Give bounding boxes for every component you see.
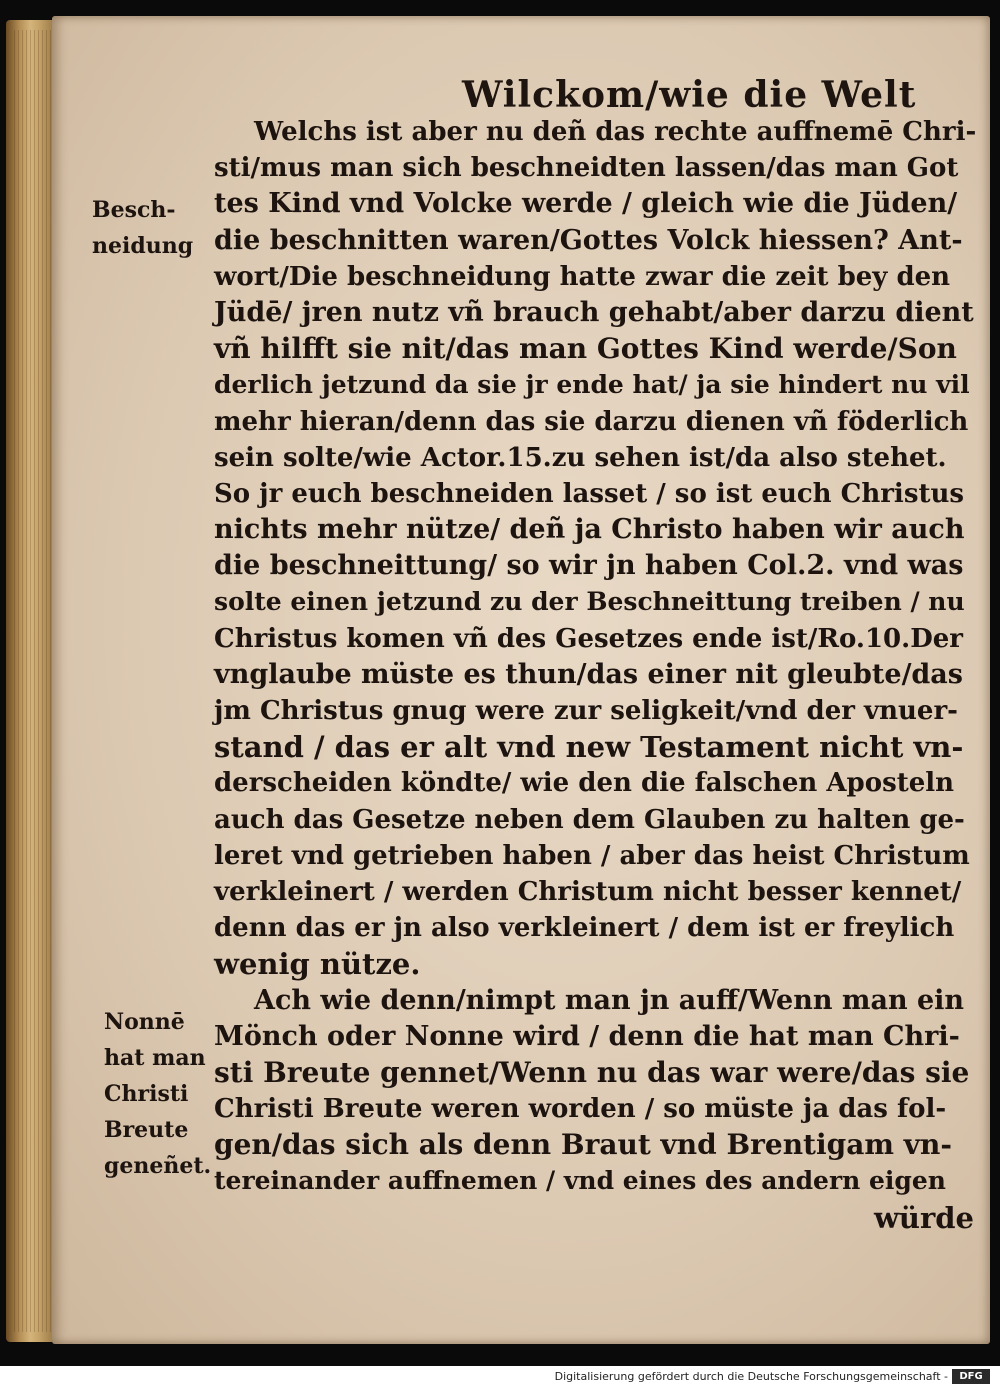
dfg-logo: DFG — [952, 1369, 990, 1384]
text-line: gen/das sich als denn Braut vnd Brentigam vn- — [214, 1128, 952, 1162]
funding-credit: Digitalisierung gefördert durch die Deutsche Forschungsgemeinschaft - — [554, 1370, 948, 1383]
text-line: Christus komen vñ des Gesetzes ende ist/Ro.10.Der — [214, 623, 963, 654]
text-line: vnglaube müste es thun/das einer nit gleubte/das — [214, 658, 963, 690]
text-line: So jr euch beschneiden lasset / so ist euch Christus — [214, 478, 965, 509]
catchword: würde — [873, 1200, 974, 1235]
text-line: mehr hieran/denn das sie darzu dienen vñ föderlich — [214, 406, 969, 437]
text-line: Mönch oder Nonne wird / denn die hat man Chri- — [214, 1020, 960, 1052]
text-line: tes Kind vnd Volcke werde / gleich wie die Jüden/ — [214, 188, 958, 220]
text-line: derlich jetzund da sie jr ende hat/ ja sie hindert nu vil — [214, 370, 970, 400]
text-line: tereinander auffnemen / vnd eines des andern eigen — [214, 1166, 946, 1196]
text-line: sti/mus man sich beschneidten lassen/das man Got — [214, 153, 959, 184]
text-line: sti Breute gennet/Wenn nu das war were/das sie — [214, 1055, 970, 1089]
margin-note-line: Christi — [104, 1081, 189, 1107]
text-line: wenig nütze. — [214, 947, 421, 982]
text-line: denn das er jn also verkleinert / dem ist er freylich — [214, 913, 955, 944]
text-line: Jüdē/ jren nutz vñ brauch gehabt/aber darzu dient — [214, 296, 974, 328]
text-line: die beschneittung/ so wir jn haben Col.2. vnd was — [214, 550, 964, 582]
text-line: vñ hilfft sie nit/das man Gottes Kind werde/Son — [214, 332, 957, 366]
text-line: nichts mehr nütze/ deñ ja Christo haben wir auch — [214, 514, 965, 546]
body-text — [214, 114, 977, 1236]
margin-note-beschneidung — [92, 192, 193, 264]
running-header: Wilckom/wie die Welt — [462, 74, 917, 116]
margin-note-line: Besch- — [92, 197, 176, 223]
text-line: solte einen jetzund zu der Beschneittung treiben / nu — [214, 587, 965, 617]
margin-note-line: geneñet. — [104, 1153, 212, 1179]
margin-note-line: Breute — [104, 1117, 189, 1143]
text-line: die beschnitten waren/Gottes Volck hiessen? Ant- — [214, 224, 963, 256]
text-line: derscheiden köndte/ wie den die falschen Aposteln — [214, 768, 955, 799]
footer-bar — [0, 1366, 1000, 1388]
margin-note-nonne — [104, 1004, 211, 1184]
text-line: stand / das er alt vnd new Testament nicht vn- — [214, 730, 964, 765]
text-line: leret vnd getrieben haben / aber das heist Christum — [214, 840, 970, 871]
text-line: verkleinert / werden Christum nicht besser kennet/ — [214, 876, 962, 907]
text-line: sein solte/wie Actor.15.zu sehen ist/da also stehet. — [214, 442, 947, 473]
text-line: Christi Breute weren worden / so müste ja das fol- — [214, 1094, 947, 1125]
text-line: wort/Die beschneidung hatte zwar die zeit bey den — [214, 261, 951, 292]
text-line: Welchs ist aber nu deñ das rechte auffnemē Chri- — [254, 117, 977, 147]
text-line: auch das Gesetze neben dem Glauben zu halten ge- — [214, 804, 965, 835]
text-line: Ach wie denn/nimpt man jn auff/Wenn man ein — [254, 984, 965, 1016]
margin-note-line: neidung — [92, 233, 194, 259]
margin-note-line: hat man — [104, 1045, 206, 1071]
text-line: jm Christus gnug were zur seligkeit/vnd der vnuer- — [214, 696, 958, 726]
margin-note-line: Nonnē — [104, 1009, 185, 1035]
